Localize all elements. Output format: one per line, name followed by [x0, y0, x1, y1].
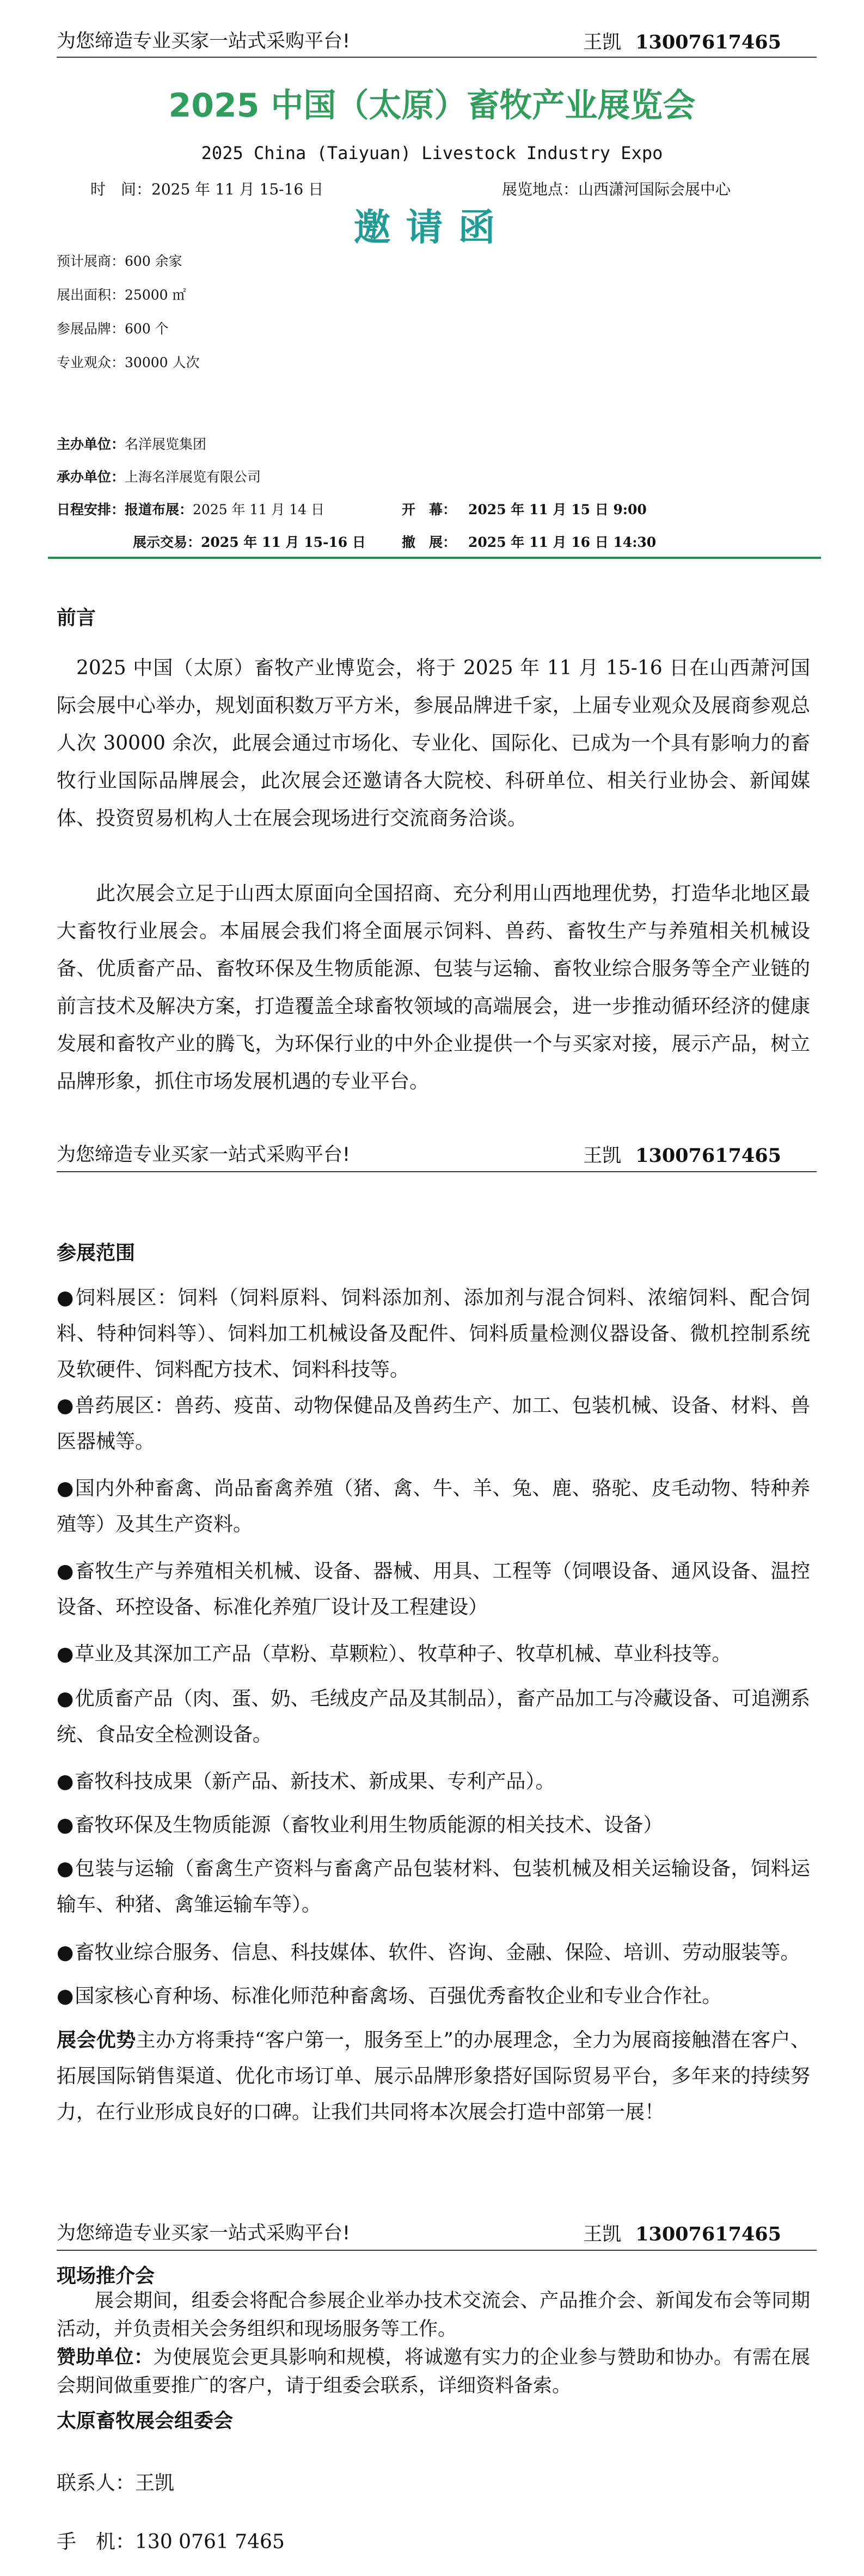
sponsor-paragraph: 赞助单位：为使展览会更具影响和规模，将诚邀有实力的企业参与赞助和协办。有需在展会期间做重要推广的客户，请于组委会联系，详细资料备索。	[57, 2346, 810, 2397]
event-venue	[502, 178, 731, 199]
header-slogan: 为您缔造专业买家一站式采购平台!	[57, 31, 351, 52]
list-item: ●优质畜产品（肉、蛋、奶、毛绒皮产品及其制品），畜产品加工与冷藏设备、可追溯系统、食品安全检测设备。	[57, 1688, 810, 1746]
event-time-label: 时 间：	[90, 180, 152, 198]
event-venue-value: 山西潇河国际会展中心	[578, 180, 731, 198]
preface-paragraph-2: 此次展会立足于山西太原面向全国招商、充分利用山西地理优势，打造华北地区最大畜牧行业展会。本届展会我们将全面展示饲料、兽药、畜牧生产与养殖相关机械设备、优质畜产品、畜牧环保及生物质能源、包装与运输、畜牧业综合服务等全产业链的前言技术及解决方案，打造覆盖全球畜牧领域的高端展会，进一步推动循环经济的健康发展和畜牧产业的腾飞，为环保行业的中外企业提供一个与买家对接，展示产品，树立品牌形象，抓住市场发展机遇的专业平台。	[57, 882, 810, 1093]
promotion-title: 现场推介会	[57, 2264, 155, 2287]
header-contact-phone: 13007617465	[635, 1144, 781, 1167]
header-contact	[583, 27, 781, 54]
schedule-close: 撤 展： 2025 年 11 月 16 日 14:30	[402, 534, 657, 550]
list-item: ●畜牧业综合服务、信息、科技媒体、软件、咨询、金融、保险、培训、劳动服装等。	[57, 1941, 800, 1964]
promotion-paragraph: 展会期间，组委会将配合参展企业举办技术交流会、产品推介会、新闻发布会等同期活动，并负责相关会务组织和现场服务等工作。	[57, 2290, 810, 2340]
contact-phone: 手 机：130 0761 7465	[57, 2531, 285, 2553]
header-contact	[583, 1141, 781, 1168]
header-divider	[57, 1171, 817, 1172]
undertaker: 承办单位：上海名洋展览有限公司	[57, 469, 261, 485]
organizer: 主办单位：名洋展览集团	[57, 436, 207, 452]
header-slogan: 为您缔造专业买家一站式采购平台!	[57, 2222, 351, 2244]
event-time-value: 2025 年 11 月 15-16 日	[151, 180, 324, 198]
header-contact-name: 王凯	[583, 2224, 622, 2245]
advantage-paragraph: 展会优势主办方将秉持“客户第一，服务至上”的办展理念，全力为展商接触潜在客户、拓展国际销售渠道、优化市场订单、展示品牌形象搭好国际贸易平台，多年来的持续努力，在行业形成良好的口碑。让我们共同将本次展会打造中部第一展！	[57, 2029, 810, 2123]
list-item: ●畜牧生产与养殖相关机械、设备、器械、用具、工程等（饲喂设备、通风设备、温控设备、环控设备、标准化养殖厂设计及工程建设）	[57, 1560, 810, 1618]
header-contact-name: 王凯	[583, 32, 622, 53]
committee-name: 太原畜牧展会组委会	[57, 2409, 234, 2432]
advantage-label: 展会优势	[57, 2029, 136, 2051]
header-contact	[583, 2219, 781, 2246]
list-item: ●草业及其深加工产品（草粉、草颗粒）、牧草种子、牧草机械、草业科技等。	[57, 1643, 732, 1665]
header-slogan: 为您缔造专业买家一站式采购平台!	[57, 1144, 351, 1166]
stat-visitors: 专业观众：30000 人次	[57, 355, 200, 370]
header-contact-phone: 13007617465	[635, 31, 781, 53]
sponsor-label: 赞助单位：	[57, 2346, 154, 2368]
stat-exhibitors: 预计展商：600 余家	[57, 253, 182, 269]
header-contact-phone: 13007617465	[635, 2223, 781, 2245]
event-time	[90, 178, 323, 199]
preface-paragraph-1: 2025 中国（太原）畜牧产业博览会，将于 2025 年 11 月 15-16 日在山西萧河国际会展中心举办，规划面积数万平方米，参展品牌进千家，上届专业观众及展商参观总人次 30000 余次，此展会通过市场化、专业化、国际化、已成为一个具有影响力的畜牧行业国际品牌展会，此次展会还邀请各大院校、科研单位、相关行业协会、新闻媒体、投资贸易机构人士在展会现场进行交流商务洽谈。	[57, 657, 810, 830]
invitation-heading: 邀请函	[353, 206, 511, 249]
preface-title: 前言	[57, 606, 96, 629]
stat-brands: 参展品牌：600 个	[57, 321, 169, 337]
contact-person: 联系人：王凯	[57, 2472, 175, 2494]
header-divider	[57, 57, 817, 58]
list-item: ●兽药展区：兽药、疫苗、动物保健品及兽药生产、加工、包装机械、设备、材料、兽医器械等。	[57, 1394, 810, 1453]
list-item: ●国家核心育种场、标准化师范种畜禽场、百强优秀畜牧企业和专业合作社。	[57, 1985, 722, 2007]
schedule-setup: 日程安排：报道布展：2025 年 11 月 14 日	[57, 502, 325, 517]
page-title: 2025 中国（太原）畜牧产业展览会	[168, 87, 696, 125]
scope-title: 参展范围	[57, 1241, 136, 1264]
schedule-open: 开 幕： 2025 年 11 月 15 日 9:00	[402, 502, 647, 517]
list-item: ●包装与运输（畜禽生产资料与畜禽产品包装材料、包装机械及相关运输设备，饲料运输车、种猪、禽雏运输车等）。	[57, 1858, 810, 1916]
section-divider	[48, 557, 821, 559]
schedule-show: 展示交易：2025 年 11 月 15-16 日	[133, 534, 366, 550]
list-item: ●畜牧环保及生物质能源（畜牧业利用生物质能源的相关技术、设备）	[57, 1814, 663, 1836]
page-subtitle: 2025 China (Taiyuan) Livestock Industry Expo	[201, 143, 663, 163]
event-venue-label: 展览地点：	[502, 180, 579, 198]
header-divider	[57, 2250, 817, 2251]
list-item: ●国内外种畜禽、尚品畜禽养殖（猪、禽、牛、羊、兔、鹿、骆驼、皮毛动物、特种养殖等）及其生产资料。	[57, 1477, 810, 1536]
stat-area: 展出面积：25000 ㎡	[57, 287, 186, 303]
list-item: ●饲料展区：饲料（饲料原料、饲料添加剂、添加剂与混合饲料、浓缩饲料、配合饲料、特种饲料等）、饲料加工机械设备及配件、饲料质量检测仪器设备、微机控制系统及软硬件、饲料配方技术、饲料科技等。	[57, 1287, 810, 1381]
header-contact-name: 王凯	[583, 1145, 622, 1167]
list-item: ●畜牧科技成果（新产品、新技术、新成果、专利产品）。	[57, 1770, 555, 1793]
